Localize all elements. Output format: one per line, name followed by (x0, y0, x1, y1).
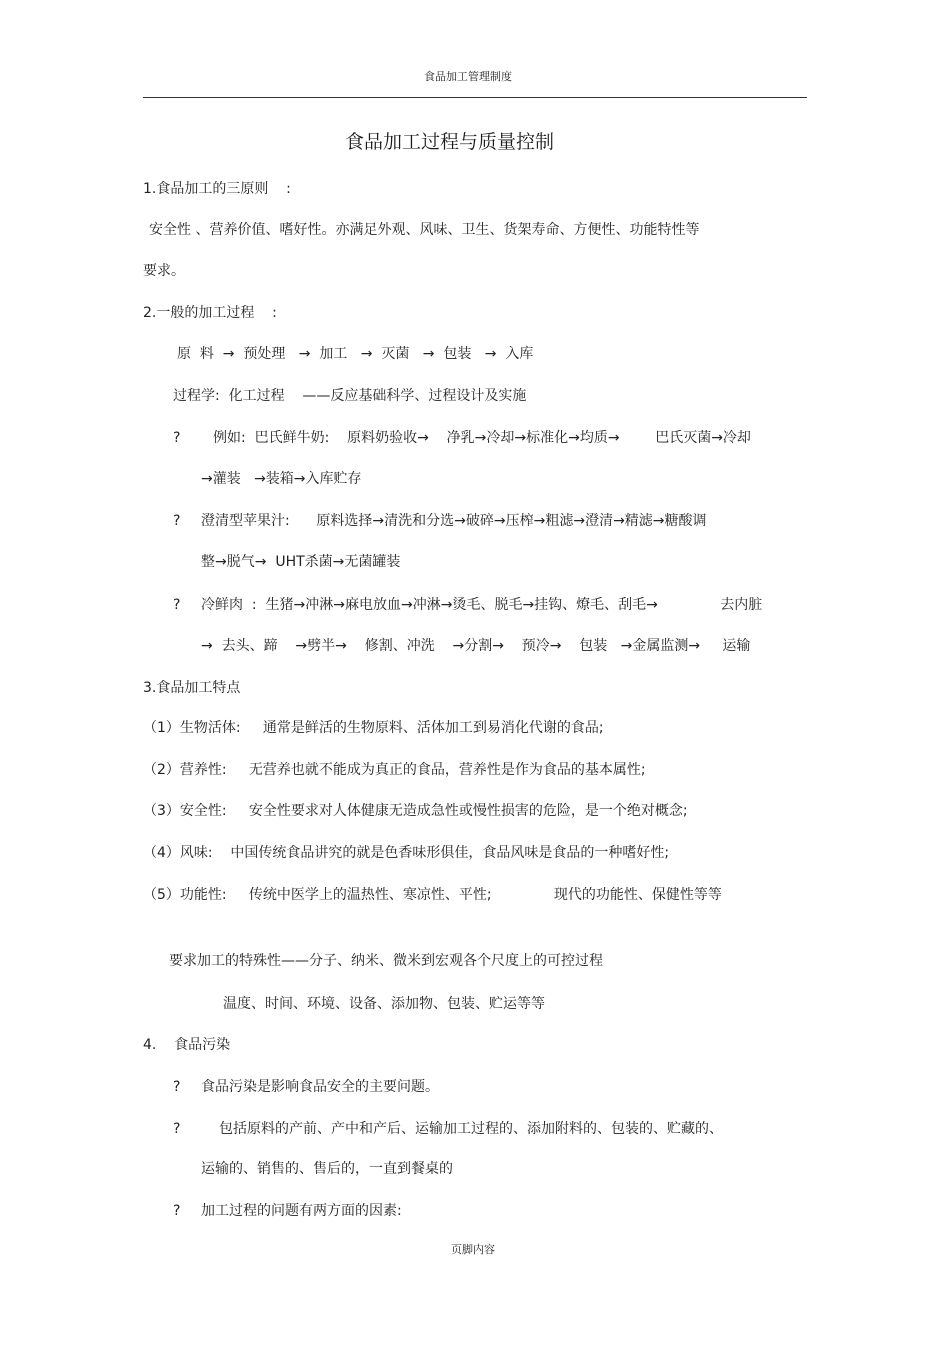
contamination-line: 运输的、销售的、售后的，一直到餐桌的 (201, 1161, 453, 1177)
processing-factors: 温度、时间、环境、设备、添加物、包装、贮运等等 (223, 996, 545, 1012)
special-requirement: 要求加工的特殊性——分子、纳米、微米到宏观各个尺度上的可控过程 (169, 953, 603, 969)
bullet-marker: ? (173, 1121, 181, 1137)
example-meat-line: → 去头、蹄 →劈半→ 修割、冲洗 →分割→ 预冷→ 包装 →金属监测→ 运输 (201, 638, 751, 654)
feature-item: （4）风味: 中国传统食品讲究的就是色香味形俱佳，食品风味是食品的一种嗜好性; (143, 845, 670, 861)
section-2-heading: 2.一般的加工过程 : (143, 305, 277, 321)
example-juice-line: 澄清型苹果汁: 原料选择→清洗和分选→破碎→压榨→粗滤→澄清→精滤→糖酸调 (201, 513, 707, 529)
header-rule (143, 97, 807, 98)
bullet-marker: ? (173, 1079, 181, 1095)
bullet-marker: ? (173, 1203, 181, 1219)
example-juice-line: 整→脱气→ UHT杀菌→无菌罐装 (201, 554, 401, 570)
process-definition: 过程学: 化工过程 ——反应基础科学、过程设计及实施 (173, 388, 527, 404)
section-1-text-line: 安全性 、营养价值、嗜好性。亦满足外观、风味、卫生、货架寿命、方便性、功能特性等 (149, 222, 700, 238)
feature-item: （2）营养性: 无营养也就不能成为真正的食品，营养性是作为食品的基本属性; (143, 762, 646, 778)
contamination-line: 加工过程的问题有两方面的因素: (201, 1203, 402, 1219)
section-4-heading: 4. 食品污染 (143, 1037, 231, 1053)
feature-item: （1）生物活体: 通常是鲜活的生物原料、活体加工到易消化代谢的食品; (143, 720, 604, 736)
bullet-marker: ? (173, 430, 181, 446)
section-3-heading: 3.食品加工特点 (143, 680, 241, 696)
feature-item: （3）安全性: 安全性要求对人体健康无造成急性或慢性损害的危险，是一个绝对概念; (143, 803, 688, 819)
section-1-heading: 1.食品加工的三原则 : (143, 181, 291, 197)
example-milk-line: →灌装 →装箱→入库贮存 (201, 471, 362, 487)
page-header: 食品加工管理制度 (424, 70, 512, 83)
example-meat-line: 冷鲜肉 : 生猪→冲淋→麻电放血→冲淋→烫毛、脱毛→挂钩、燎毛、刮毛→ 去内脏 (201, 597, 763, 613)
page-footer: 页脚内容 (451, 1243, 495, 1256)
example-milk-line: 例如: 巴氏鲜牛奶: 原料奶验收→ 净乳→冷却→标准化→均质→ 巴氏灭菌→冷却 (213, 430, 751, 446)
process-flow: 原 料 → 预处理 → 加工 → 灭菌 → 包装 → 入库 (177, 346, 534, 362)
bullet-marker: ? (173, 597, 181, 613)
contamination-line: 食品污染是影响食品安全的主要问题。 (201, 1079, 439, 1095)
document-title: 食品加工过程与质量控制 (345, 131, 555, 153)
feature-item: （5）功能性: 传统中医学上的温热性、寒凉性、平性; 现代的功能性、保健性等等 (143, 887, 722, 903)
section-1-text-line: 要求。 (143, 263, 185, 279)
contamination-line: 包括原料的产前、产中和产后、运输加工过程的、添加附料的、包装的、贮藏的、 (219, 1121, 723, 1137)
bullet-marker: ? (173, 513, 181, 529)
